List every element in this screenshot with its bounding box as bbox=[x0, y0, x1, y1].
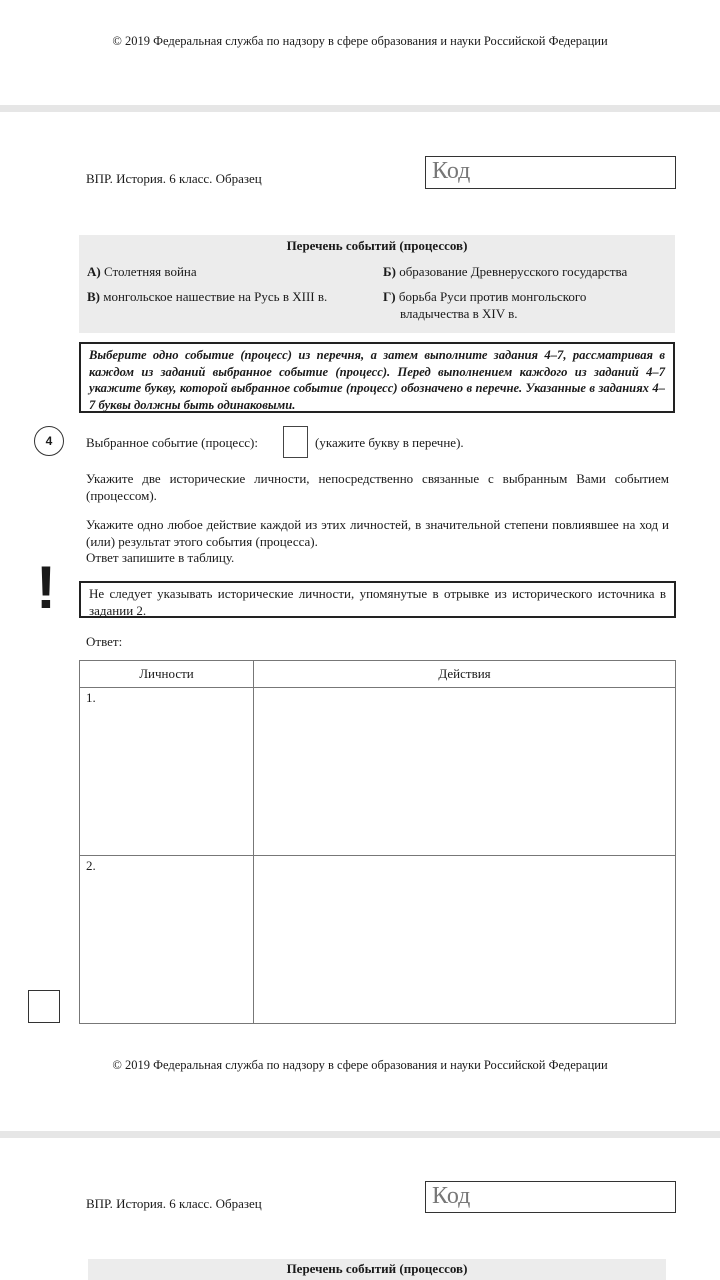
table-cell-person-1[interactable] bbox=[80, 688, 254, 856]
selected-event-letter-input[interactable] bbox=[283, 426, 308, 458]
table-cell-action-2[interactable] bbox=[254, 856, 676, 1024]
note-box bbox=[79, 581, 676, 618]
table-header-persons: Личности bbox=[80, 661, 254, 688]
page-separator bbox=[0, 105, 720, 112]
table-row bbox=[80, 856, 676, 1024]
next-page-document-title: ВПР. История. 6 класс. Образец bbox=[86, 1196, 262, 1211]
event-item-g: Г) борьба Руси против монгольского bbox=[383, 289, 587, 304]
task-paragraph-2: Укажите одно любое действие каждой из этих личностей, в значительной степени повлиявшее на ход и (или) результат этого события (процесса). bbox=[86, 517, 669, 549]
task-paragraph-3: Ответ запишите в таблицу. bbox=[86, 550, 235, 565]
events-list-panel bbox=[79, 235, 675, 333]
next-page-events-list-title: Перечень событий (процессов) bbox=[286, 1261, 468, 1276]
event-item-g-continued: владычества в XIV в. bbox=[400, 306, 518, 321]
table-row bbox=[80, 688, 676, 856]
answer-table bbox=[79, 660, 676, 1024]
instruction-box bbox=[79, 342, 675, 413]
task-paragraph-1: Укажите две исторические личности, непосредственно связанные с выбранным Вами событием (процессом). bbox=[86, 471, 669, 503]
next-page-kod-field[interactable] bbox=[425, 1181, 676, 1213]
instruction-text: Выберите одно событие (процесс) из перечня, а затем выполните задания 4–7, рассматривая в каждом из заданий выбранное событие (процесс). Перед выполнением каждого из заданий 4–7 укажите букву, которой выбранное событие (процесс) обозначено в перечне. Указанные в заданиях 4–7 буквы должны быть одинаковыми. bbox=[89, 348, 665, 412]
answer-label: Ответ: bbox=[86, 634, 123, 649]
document-title: ВПР. История. 6 класс. Образец bbox=[86, 171, 262, 186]
row-number: 2. bbox=[86, 858, 96, 873]
task-number-badge: 4 bbox=[34, 426, 64, 456]
row-number: 1. bbox=[86, 690, 96, 705]
event-item-a: А) Столетняя война bbox=[87, 264, 197, 279]
kod-label: Код bbox=[432, 158, 471, 184]
kod-field[interactable] bbox=[425, 156, 676, 189]
next-page-events-list-panel bbox=[88, 1259, 666, 1280]
selected-event-label: Выбранное событие (процесс): bbox=[86, 435, 258, 450]
table-header-actions: Действия bbox=[254, 661, 676, 688]
warning-icon: ! bbox=[36, 554, 56, 621]
page-separator bbox=[0, 1131, 720, 1138]
event-item-b: Б) образование Древнерусского государства bbox=[383, 264, 628, 279]
score-box[interactable] bbox=[28, 990, 60, 1023]
table-cell-action-1[interactable] bbox=[254, 688, 676, 856]
next-page-kod-label: Код bbox=[432, 1183, 471, 1209]
selected-event-hint: (укажите букву в перечне). bbox=[315, 435, 464, 450]
note-text: Не следует указывать исторические личности, упомянутые в отрывке из исторического источника в задании 2. bbox=[89, 586, 666, 618]
copyright-top: © 2019 Федеральная служба по надзору в сфере образования и науки Российской Федерации bbox=[112, 34, 608, 48]
events-list-title: Перечень событий (процессов) bbox=[286, 238, 468, 253]
table-cell-person-2[interactable] bbox=[80, 856, 254, 1024]
event-item-v: В) монгольское нашествие на Русь в XIII в. bbox=[87, 289, 328, 304]
copyright-bottom: © 2019 Федеральная служба по надзору в сфере образования и науки Российской Федерации bbox=[112, 1058, 608, 1072]
